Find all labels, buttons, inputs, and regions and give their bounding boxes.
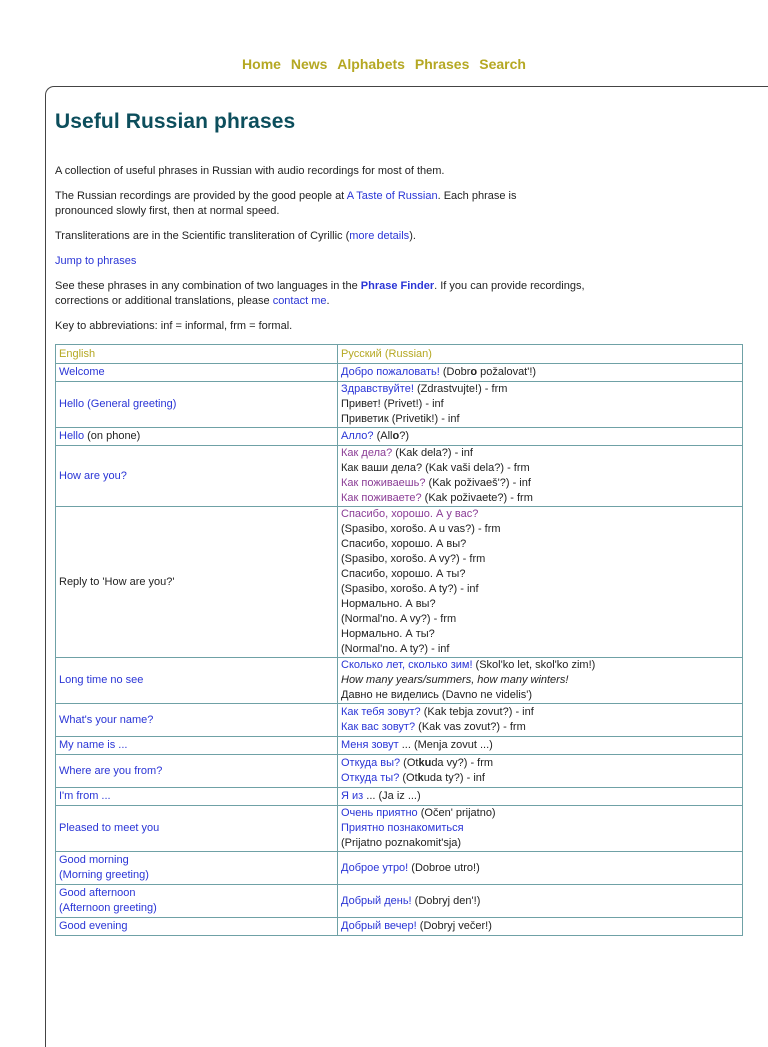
cell-line [59, 901, 334, 916]
english-cell [56, 428, 338, 446]
cell-line [341, 894, 739, 909]
phrase-text: (Kak dela?) - inf [392, 447, 473, 459]
table-row [56, 852, 743, 885]
top-navigation [0, 56, 768, 72]
cell-line [341, 412, 739, 427]
phrase-text: Спасибо, хорошо. А ты? [341, 568, 466, 580]
cell-line [341, 673, 739, 688]
phrase-link[interactable]: Я из [341, 790, 364, 802]
phrase-link[interactable]: Алло? [341, 430, 374, 442]
phrase-link[interactable]: Меня зовут [341, 739, 399, 751]
phrase-text: (Kak vas zovut?) - frm [415, 721, 526, 733]
cell-line [59, 713, 334, 728]
nav-phrases-link[interactable]: Phrases [414, 56, 470, 72]
cell-line [59, 469, 334, 484]
english-cell [56, 658, 338, 704]
russian-cell [338, 364, 743, 382]
english-cell [56, 704, 338, 737]
cell-line [341, 397, 739, 412]
cell-line [341, 821, 739, 836]
english-cell [56, 737, 338, 755]
cell-line [341, 461, 739, 476]
english-cell [56, 885, 338, 918]
phrase-text: Приветик (Privetik!) - inf [341, 413, 460, 425]
cell-line [59, 868, 334, 883]
phrase-text: (Zdrastvujte!) - frm [413, 383, 508, 395]
russian-cell [338, 382, 743, 428]
russian-cell [338, 885, 743, 918]
phrase-link[interactable]: (Afternoon greeting) [59, 902, 157, 914]
cell-line [59, 789, 334, 804]
phrase-text: (Ot [400, 757, 419, 769]
phrase-finder-link[interactable]: Phrase Finder [360, 280, 435, 292]
phrases-table [55, 344, 743, 936]
phrase-link[interactable]: Hello (General greeting) [59, 398, 177, 410]
phrase-text: (Spasibo, xorošo. A u vas?) - frm [341, 523, 501, 535]
cell-line [341, 365, 739, 380]
phrase-finder-text-mid: . If you can provide recordings, corrections or additional translations, please [55, 280, 585, 307]
cell-line [341, 836, 739, 851]
english-cell [56, 918, 338, 936]
phrase-finder-text: See these phrases in any combination of two languages in the [55, 280, 361, 292]
cell-line [59, 365, 334, 380]
cell-line [341, 382, 739, 397]
cell-line [341, 507, 739, 522]
table-row [56, 788, 743, 806]
cell-line [59, 397, 334, 412]
table-row [56, 658, 743, 704]
cell-line [59, 429, 334, 444]
phrase-text: (Dobroe utro!) [408, 861, 480, 874]
english-cell [56, 507, 338, 658]
cell-line [341, 476, 739, 491]
phrase-text: da vy?) - frm [431, 757, 494, 769]
cell-line [341, 537, 739, 552]
phrase-link[interactable]: Добрый вечер! [341, 920, 417, 932]
cell-line [341, 522, 739, 537]
phrase-link[interactable]: Long time no see [59, 674, 144, 686]
phrase-text: How many years/summers, how many winters! [341, 674, 569, 686]
phrase-text: ku [418, 757, 432, 769]
taste-of-russian-link[interactable]: A Taste of Russian [346, 190, 438, 202]
phrase-text: (Kak poživaeš'?) - inf [425, 477, 531, 489]
phrase-link[interactable]: Как дела? [341, 447, 393, 459]
phrase-link[interactable]: Good morning [59, 854, 129, 866]
russian-cell [338, 737, 743, 755]
table-header-row [56, 345, 743, 364]
cell-line [59, 886, 334, 901]
phrase-link[interactable]: Как тебя зовут? [341, 706, 421, 718]
phrase-text: ?) [399, 430, 410, 442]
phrase-text: Нормально. А вы? [341, 598, 436, 610]
phrase-link[interactable]: What's your name? [59, 713, 154, 726]
column-header-english: English [56, 345, 338, 364]
phrase-link[interactable]: Добро пожаловать! [341, 366, 440, 378]
cell-line [341, 597, 739, 612]
cell-line [341, 738, 739, 753]
russian-cell [338, 806, 743, 852]
nav-alphabets-link[interactable]: Alphabets [337, 56, 405, 72]
table-row [56, 755, 743, 788]
intro-paragraph [55, 164, 575, 179]
phrase-text: o [470, 366, 478, 378]
cell-line [341, 771, 739, 786]
phrase-link[interactable]: Как поживаешь? [341, 477, 426, 489]
phrase-text: (Kak poživaete?) - frm [421, 492, 533, 504]
russian-cell [338, 658, 743, 704]
phrase-link[interactable]: Откуда вы? [341, 757, 401, 769]
phrase-text: Как ваши дела? (Kak vaši dela?) - frm [341, 462, 530, 474]
phrase-link[interactable]: Как поживаете? [341, 492, 422, 504]
russian-cell [338, 788, 743, 806]
phrase-text: (Dobryj večer!) [416, 920, 492, 932]
phrase-text: (Ot [399, 772, 418, 784]
phrase-link[interactable]: Приятно познакомиться [341, 822, 464, 834]
english-cell [56, 806, 338, 852]
phrase-text: (Prijatno poznakomit'sja) [341, 837, 462, 849]
table-row [56, 704, 743, 737]
cell-line [341, 861, 739, 876]
transliteration-paragraph [55, 229, 575, 244]
cell-line [341, 658, 739, 673]
russian-cell [338, 704, 743, 737]
cell-line [341, 567, 739, 582]
phrase-link[interactable]: Как вас зовут? [341, 721, 416, 733]
table-row [56, 737, 743, 755]
cell-line [341, 688, 739, 703]
english-cell [56, 852, 338, 885]
english-cell [56, 755, 338, 788]
table-row [56, 382, 743, 428]
phrase-finder-text-end: . [326, 295, 330, 307]
cell-line [59, 764, 334, 779]
phrase-link[interactable]: Good afternoon [59, 887, 136, 899]
phrase-link[interactable]: Where are you from? [59, 764, 163, 777]
transliteration-text: Transliterations are in the Scientific transliteration of Cyrillic ( [55, 230, 350, 242]
english-cell [56, 382, 338, 428]
phrase-link[interactable]: Сколько лет, сколько зим! [341, 659, 473, 671]
russian-cell [338, 507, 743, 658]
cell-line [341, 429, 739, 444]
phrase-link[interactable]: (Morning greeting) [59, 869, 149, 881]
cell-line [341, 756, 739, 771]
table-row [56, 364, 743, 382]
phrase-text: Давно не виделись (Davno ne videlis') [341, 689, 533, 701]
transliteration-text-end: ). [409, 230, 416, 242]
intro-text: A collection of useful phrases in Russian with audio recordings for most of them. [55, 165, 445, 177]
russian-cell [338, 755, 743, 788]
table-row [56, 507, 743, 658]
phrase-text: ... (Ja iz ...) [363, 790, 421, 802]
phrase-link[interactable]: How are you? [59, 469, 127, 482]
cell-line [59, 821, 334, 836]
phrase-text: (on phone) [84, 430, 141, 442]
cell-line [341, 642, 739, 657]
phrase-text: (Normal'no. A ty?) - inf [341, 643, 450, 655]
cell-line [59, 919, 334, 934]
phrase-link[interactable]: Очень приятно [341, 807, 418, 819]
phrase-link[interactable]: Pleased to meet you [59, 822, 160, 834]
recordings-text-end: . Each phrase is pronounced slowly first, then at normal speed. [55, 190, 517, 217]
phrase-link[interactable]: Добрый день! [341, 894, 412, 907]
phrase-text: k [417, 772, 424, 784]
russian-cell [338, 852, 743, 885]
phrase-finder-paragraph [55, 279, 585, 309]
nav-home-link[interactable]: Home [242, 56, 281, 72]
phrase-text: uda ty?) - inf [423, 772, 485, 784]
phrase-link[interactable]: Спасибо, хорошо. А у вас? [341, 508, 479, 520]
cell-line [59, 673, 334, 688]
table-row [56, 428, 743, 446]
phrase-text: (Spasibo, xorošo. A ty?) - inf [341, 583, 479, 595]
jump-paragraph [55, 254, 575, 269]
cell-line [59, 853, 334, 868]
phrase-text: Reply to 'How are you?' [59, 575, 175, 588]
phrase-link[interactable]: My name is ... [59, 739, 128, 751]
phrase-link[interactable]: Доброе утро! [341, 861, 409, 874]
cell-line [341, 552, 739, 567]
cell-line [341, 789, 739, 804]
cell-line [341, 582, 739, 597]
phrase-text: (Kak tebja zovut?) - inf [420, 706, 534, 718]
phrase-text: (Spasibo, xorošo. A vy?) - frm [341, 553, 486, 565]
phrase-text: (Dobr [439, 366, 471, 378]
phrase-link[interactable]: Здравствуйте! [341, 383, 414, 395]
table-row [56, 885, 743, 918]
cell-line [341, 612, 739, 627]
phrase-link[interactable]: Hello [59, 430, 85, 442]
column-header-russian: Русский (Russian) [338, 345, 743, 364]
russian-cell [338, 446, 743, 507]
main-content [55, 110, 755, 936]
cell-line [341, 919, 739, 934]
english-cell [56, 788, 338, 806]
cell-line [341, 491, 739, 506]
phrase-text: (Očen' prijatno) [417, 807, 496, 819]
cell-line [341, 705, 739, 720]
recordings-paragraph [55, 189, 575, 219]
contact-me-link[interactable]: contact me [272, 295, 327, 307]
nav-news-link[interactable]: News [290, 56, 328, 72]
phrase-link[interactable]: Откуда ты? [341, 772, 400, 784]
more-details-link[interactable]: more details [349, 230, 410, 242]
phrase-link[interactable]: Welcome [59, 366, 105, 378]
table-row [56, 806, 743, 852]
phrase-text: (Skol'ko let, skol'ko zim!) [472, 659, 596, 671]
cell-line [341, 627, 739, 642]
phrase-text: (Dobryj den'!) [411, 894, 481, 907]
page-title: Useful Russian phrases [55, 110, 296, 133]
cell-line [59, 738, 334, 753]
phrase-text: (Normal'no. A vy?) - frm [341, 613, 457, 625]
phrase-text: Привет! (Privet!) - inf [341, 398, 444, 410]
recordings-text: The Russian recordings are provided by the good people at [55, 190, 347, 202]
russian-cell [338, 918, 743, 936]
phrase-text: ... (Menja zovut ...) [398, 739, 493, 751]
jump-to-phrases-link[interactable]: Jump to phrases [55, 255, 137, 267]
phrase-link[interactable]: I'm from ... [59, 790, 111, 802]
russian-cell [338, 428, 743, 446]
phrase-text: (All [373, 430, 393, 442]
table-row [56, 446, 743, 507]
cell-line [341, 806, 739, 821]
cell-line [341, 720, 739, 735]
phrase-text: o [392, 430, 400, 442]
nav-search-link[interactable]: Search [479, 56, 526, 72]
phrase-text: Спасибо, хорошо. А вы? [341, 538, 467, 550]
abbreviation-key: Key to abbreviations: inf = informal, frm = formal. [55, 320, 293, 332]
english-cell [56, 446, 338, 507]
cell-line [59, 575, 334, 590]
english-cell [56, 364, 338, 382]
phrase-text: požalovat'!) [477, 366, 537, 378]
phrase-text: Нормально. А ты? [341, 628, 435, 640]
table-row [56, 918, 743, 936]
phrase-link[interactable]: Good evening [59, 920, 128, 932]
cell-line [341, 446, 739, 461]
